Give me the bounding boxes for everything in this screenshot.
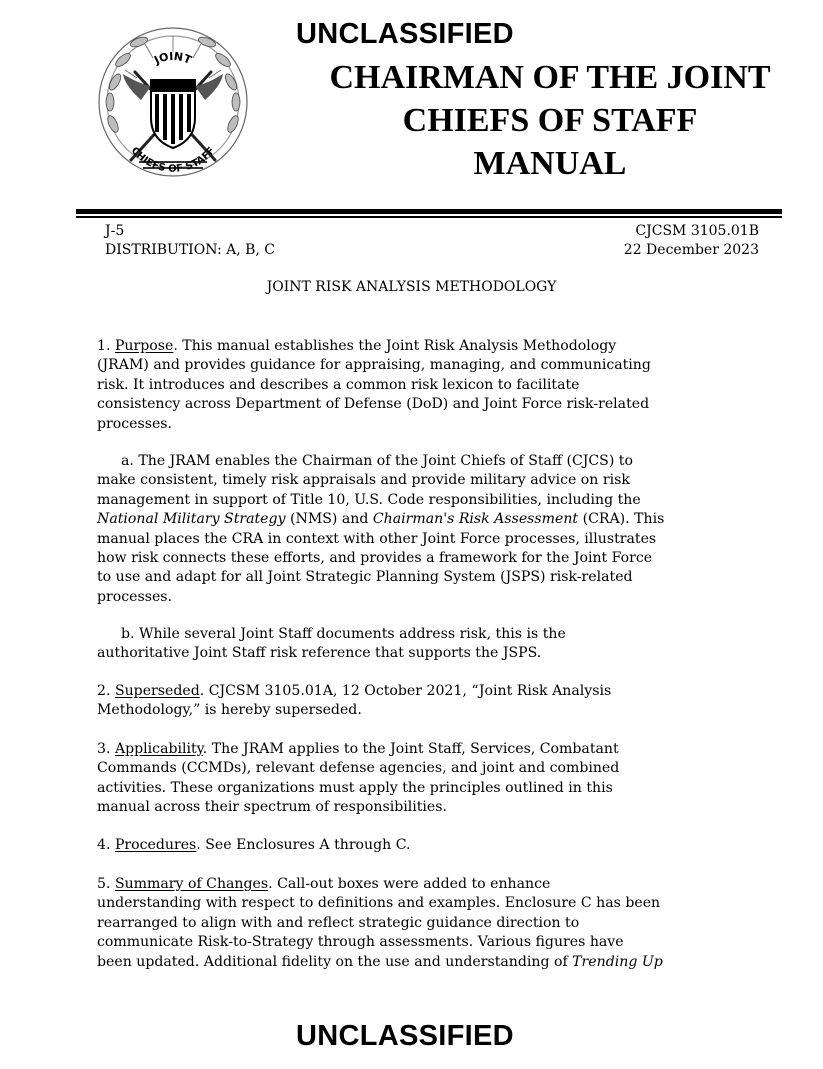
seal-text-top: JOINT bbox=[152, 49, 194, 67]
text-line: consistency across Department of Defense (DoD) and Joint Force risk-related bbox=[97, 396, 650, 413]
meta-right bbox=[624, 222, 759, 260]
document-subject-title: JOINT RISK ANALYSIS METHODOLOGY bbox=[266, 279, 557, 295]
text-line: how risk connects these efforts, and provides a framework for the Joint Force bbox=[97, 550, 653, 567]
text-fragment: (NMS) and bbox=[285, 511, 373, 528]
nms-title: National Military Strategy bbox=[97, 511, 286, 528]
text-line: manual across their spectrum of responsibilities. bbox=[97, 799, 447, 816]
section-heading-purpose: Purpose bbox=[114, 338, 174, 354]
text-line: processes. bbox=[97, 588, 172, 605]
cra-title: Chairman's Risk Assessment bbox=[372, 511, 579, 528]
text-line: management in support of Title 10, U.S. Code responsibilities, including the bbox=[97, 491, 641, 508]
classification-marking-top: UNCLASSIFIED bbox=[296, 18, 514, 50]
text-line: risk. It introduces and describes a common risk lexicon to facilitate bbox=[97, 376, 580, 393]
section-purpose-a bbox=[97, 452, 737, 607]
document-number: CJCSM 3105.01B bbox=[635, 223, 759, 239]
section-procedures bbox=[97, 836, 737, 855]
meta-left bbox=[105, 222, 275, 260]
header-rule-thick bbox=[76, 209, 782, 214]
title-line-1: CHAIRMAN OF THE JOINT bbox=[329, 59, 771, 96]
title-line-2: CHIEFS OF STAFF bbox=[402, 102, 698, 139]
office-code: J-5 bbox=[105, 223, 125, 239]
section-superseded bbox=[97, 682, 737, 721]
text-line: understanding with respect to definitions and examples. Enclosure C has been bbox=[97, 895, 661, 912]
seal-text-bottom: CHIEFS OF STAFF bbox=[128, 145, 218, 175]
section-summary-of-changes bbox=[97, 875, 737, 972]
text-line: rearranged to align with and reflect strategic guidance direction to bbox=[97, 914, 580, 931]
text-fragment: (CRA). This bbox=[578, 511, 665, 528]
text-line: to use and adapt for all Joint Strategic Planning System (JSPS) risk-related bbox=[97, 569, 633, 586]
section-number: 4. bbox=[97, 837, 115, 853]
text-line: communicate Risk-to-Strategy through assessments. Various figures have bbox=[97, 934, 624, 951]
section-applicability bbox=[97, 740, 737, 818]
trending-up-term: Trending Up bbox=[572, 953, 663, 970]
text-line: processes. bbox=[97, 415, 172, 432]
text-line: Commands (CCMDs), relevant defense agencies, and joint and combined bbox=[97, 760, 620, 777]
distribution: DISTRIBUTION: A, B, C bbox=[105, 242, 276, 258]
joint-chiefs-of-staff-seal-icon bbox=[95, 22, 251, 182]
header-rule-thin bbox=[76, 216, 782, 218]
section-number: 3. bbox=[97, 741, 115, 757]
text-line: Methodology,” is hereby superseded. bbox=[97, 702, 362, 719]
section-heading-summary: Summary of Changes bbox=[114, 876, 269, 892]
text-line: . Call-out boxes were added to enhance bbox=[268, 876, 551, 892]
document-date: 22 December 2023 bbox=[623, 242, 759, 258]
section-heading-applicability: Applicability bbox=[114, 741, 203, 757]
section-heading-procedures: Procedures bbox=[114, 837, 197, 853]
text-fragment: been updated. Additional fidelity on the use and understanding of bbox=[97, 953, 573, 970]
section-purpose bbox=[97, 337, 737, 434]
section-number: 2. bbox=[97, 683, 115, 699]
text-line: a. The JRAM enables the Chairman of the Joint Chiefs of Staff (CJCS) to bbox=[121, 453, 633, 469]
text-line: . This manual establishes the Joint Risk Analysis Methodology bbox=[173, 338, 617, 354]
svg-text:JOINT bbox=[151, 50, 193, 68]
text-line: . See Enclosures A through C. bbox=[196, 837, 411, 853]
text-line: manual places the CRA in context with other Joint Force processes, illustrates bbox=[97, 530, 657, 547]
text-line: authoritative Joint Staff risk reference that supports the JSPS. bbox=[97, 645, 542, 662]
section-number: 5. bbox=[97, 876, 115, 892]
text-line: b. While several Joint Staff documents address risk, this is the bbox=[121, 626, 566, 642]
section-purpose-b bbox=[97, 625, 737, 664]
text-line: (JRAM) and provides guidance for appraising, managing, and communicating bbox=[97, 357, 651, 374]
title-line-3: MANUAL bbox=[473, 145, 627, 182]
section-number: 1. bbox=[97, 338, 115, 354]
text-line: activities. These organizations must apply the principles outlined in this bbox=[97, 779, 613, 796]
text-line: make consistent, timely risk appraisals and provide military advice on risk bbox=[97, 472, 630, 489]
text-line: . CJCSM 3105.01A, 12 October 2021, “Joint Risk Analysis bbox=[199, 683, 612, 699]
classification-marking-bottom: UNCLASSIFIED bbox=[296, 1020, 514, 1052]
section-heading-superseded: Superseded bbox=[114, 683, 200, 699]
document-type-title bbox=[300, 56, 800, 185]
text-line: . The JRAM applies to the Joint Staff, Services, Combatant bbox=[202, 741, 619, 757]
